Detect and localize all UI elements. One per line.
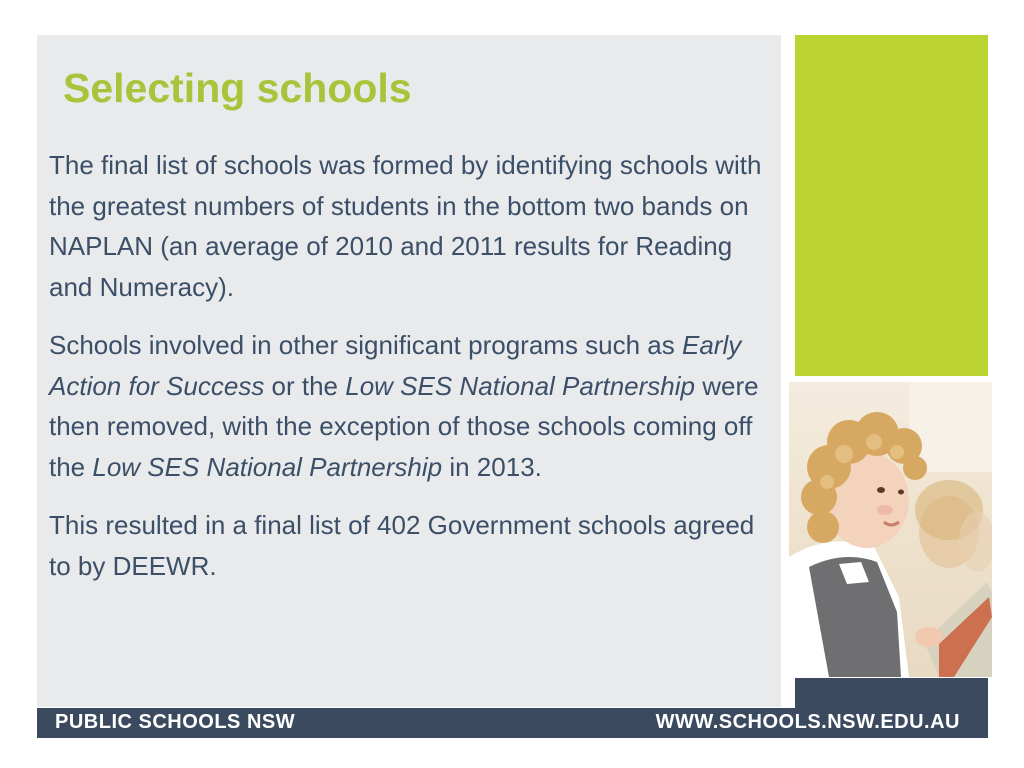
- accent-dark-strip: [795, 678, 988, 708]
- paragraph-2-text-3: were then removed, with the exception of those schools coming off the: [49, 370, 759, 482]
- footer-org-name: PUBLIC SCHOOLS NSW: [55, 711, 296, 733]
- program-name-low-ses-2: Low SES National Partnership: [92, 451, 443, 482]
- footer-bar: [37, 708, 988, 738]
- footer-website: WWW.SCHOOLS.NSW.EDU.AU: [655, 711, 960, 733]
- paragraph-2: [49, 325, 774, 487]
- slide-body: [49, 145, 774, 604]
- accent-green-block: [795, 35, 988, 376]
- slide-title: Selecting schools: [63, 65, 412, 111]
- program-name-low-ses: Low SES National Partnership: [345, 370, 695, 401]
- paragraph-2-text-2: or the: [264, 370, 346, 401]
- paragraph-2-text-1: Schools involved in other significant programs such as: [49, 330, 682, 360]
- child-reading-photo: [789, 382, 992, 677]
- paragraph-2-text-4: in 2013.: [442, 451, 542, 482]
- paragraph-1: The final list of schools was formed by identifying schools with the greatest numbers of students in the bottom two bands on NAPLAN (an average of 2010 and 2011 results for Reading and Numeracy).: [49, 150, 762, 302]
- slide-panel: [37, 35, 781, 707]
- paragraph-3: This resulted in a final list of 402 Government schools agreed to by DEEWR.: [49, 510, 755, 581]
- program-name-early-action: Early Action for Success: [49, 330, 742, 401]
- child-reading-illustration: [789, 382, 992, 677]
